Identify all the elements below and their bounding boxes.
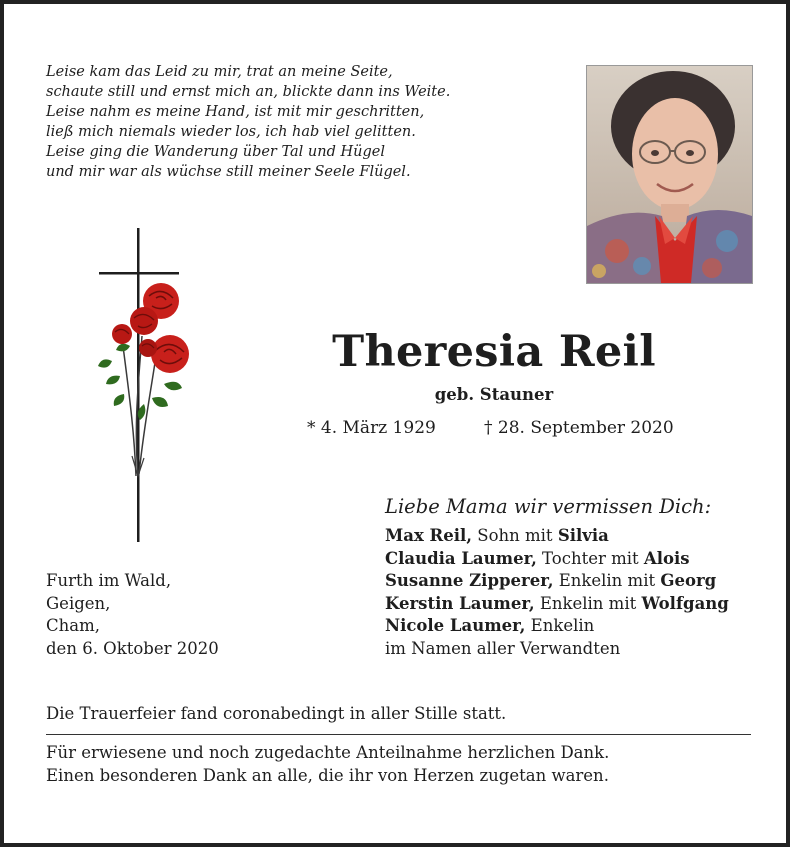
- thanks-line: Einen besonderen Dank an alle, die ihr von Herzen zugetan waren.: [46, 766, 609, 785]
- thanks-line: Für erwiesene und noch zugedachte Anteilnahme herzlichen Dank.: [46, 743, 610, 762]
- notice-date: den 6. Oktober 2020: [46, 638, 219, 658]
- mourner-name: Kerstin Laumer,: [385, 593, 535, 613]
- mourner-partner: Wolfgang: [641, 593, 729, 613]
- deceased-name: Theresia Reil: [332, 327, 656, 377]
- mourner-entry: [385, 548, 729, 571]
- place-line: Cham,: [46, 616, 100, 636]
- death-date: † 28. September 2020: [484, 418, 674, 438]
- poem-line: ließ mich niemals wieder los, ich hab viel gelitten.: [46, 124, 416, 140]
- divider: [46, 734, 751, 735]
- mourner-entry: [385, 570, 729, 593]
- mourners-list: [385, 525, 729, 661]
- mourner-name: Max Reil,: [385, 526, 473, 545]
- poem-line: und mir war als wüchse still meiner Seele Flügel.: [46, 164, 411, 180]
- mourner-relation: Enkelin: [525, 616, 595, 636]
- poem: [46, 62, 450, 182]
- places-and-date: [46, 570, 219, 660]
- mourner-relation: Tochter mit: [536, 548, 644, 568]
- mourner-entry: [385, 615, 729, 638]
- mourner-partner: Silvia: [557, 526, 609, 545]
- poem-line: schaute still und ernst mich an, blickte dann ins Weite.: [46, 84, 451, 100]
- mourner-entry: [385, 593, 729, 616]
- portrait-photo: [586, 65, 753, 284]
- poem-line: Leise nahm es meine Hand, ist mit mir geschritten,: [46, 104, 425, 120]
- thanks-text: [46, 741, 609, 787]
- cross-with-roses-icon: [94, 226, 194, 544]
- poem-line: Leise kam das Leid zu mir, trat an meine Seite,: [46, 64, 393, 80]
- mourner-entry: [385, 525, 729, 548]
- mourner-relation: Enkelin mit: [553, 571, 661, 591]
- mourner-relation: Enkelin mit: [534, 593, 642, 613]
- mourner-relation: Sohn mit: [472, 526, 558, 545]
- mourners-heading: Liebe Mama wir vermissen Dich:: [385, 495, 712, 518]
- mourner-partner: Alois: [643, 548, 690, 568]
- birth-date: * 4. März 1929: [307, 418, 436, 438]
- mourner-name: Susanne Zipperer,: [385, 571, 554, 591]
- maiden-name: geb. Stauner: [434, 385, 554, 404]
- place-line: Furth im Wald,: [46, 571, 172, 590]
- mourner-name: Nicole Laumer,: [385, 616, 526, 636]
- mourner-partner: Georg: [660, 571, 717, 591]
- ceremony-note: Die Trauerfeier fand coronabedingt in aller Stille statt.: [46, 704, 507, 723]
- place-line: Geigen,: [46, 593, 111, 613]
- mourner-name: Claudia Laumer,: [385, 548, 537, 568]
- poem-line: Leise ging die Wanderung über Tal und Hügel: [46, 144, 385, 160]
- mourners-closing: im Namen aller Verwandten: [385, 638, 621, 658]
